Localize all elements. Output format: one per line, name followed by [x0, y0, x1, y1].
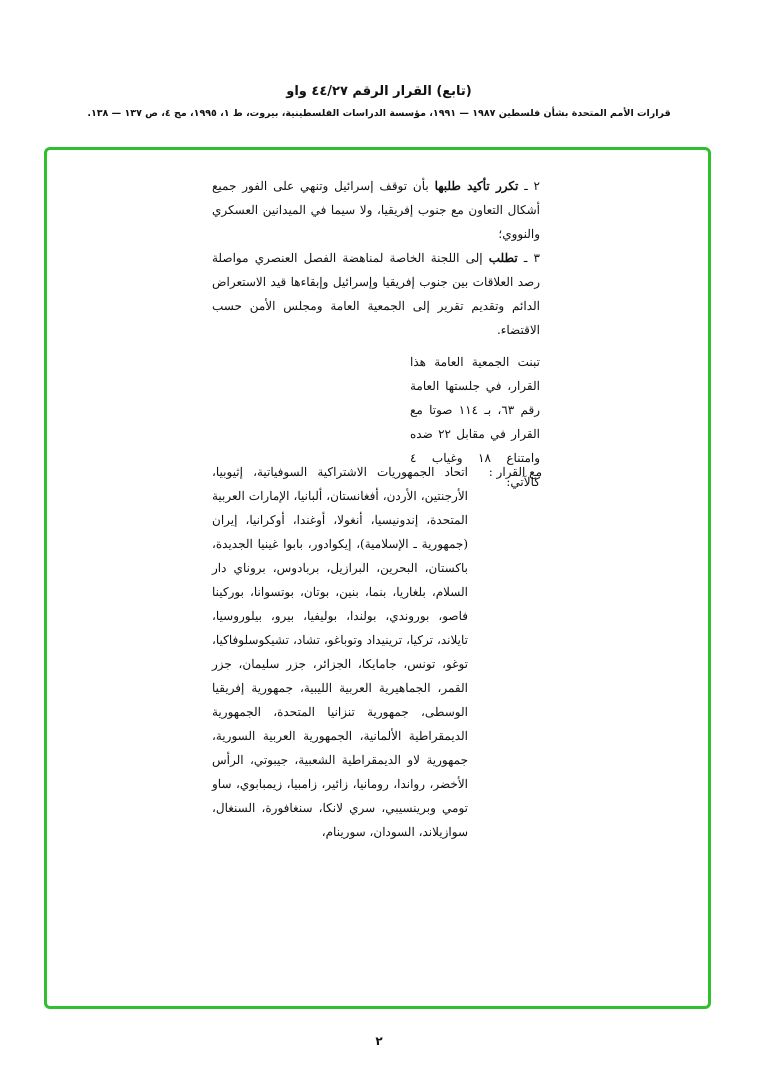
in-favour-label: مع القرار : [488, 465, 542, 479]
paragraph-3-number: ٣ ـ [523, 251, 540, 265]
resolution-text [212, 174, 540, 494]
paragraph-2-number: ٢ ـ [524, 179, 540, 193]
paragraph-3-text: إلى اللجنة الخاصة لمناهضة الفصل العنصري مواصلة رصد العلاقات بين جنوب إفريقيا وإسرائيل وإبقاءها قيد الاستعراض الدائم وتقديم تقرير إلى الجمعية العامة ومجلس الأمن حسب الاقتضاء. [212, 251, 540, 337]
paragraph-2-verb: تكرر تأكيد طلبها [434, 179, 519, 193]
paragraph-2 [212, 174, 540, 246]
in-favour-country-list: اتحاد الجمهوريات الاشتراكية السوفياتية، إثيوبيا، الأرجنتين، الأردن، أفغانستان، ألبانيا، الإمارات العربية المتحدة، إندونيسيا، أنغولا، أوغندا، أوكرانيا، إيران (جمهورية ـ الإسلامية)، إيكوادور، بابوا غينيا الجديدة، باكستان، البحرين، البرازيل، بربادوس، بروناي دار السلام، بلغاريا، بنما، بنين، بوتان، بوتسوانا، بوركينا فاصو، بوروندي، بولندا، بوليفيا، بيرو، بيلوروسيا، تايلاند، تركيا، ترينيداد وتوباغو، تشاد، تشيكوسلوفاكيا، توغو، تونس، جامايكا، الجزائر، جزر سليمان، جزر القمر، الجماهيرية العربية الليبية، جمهورية إفريقيا الوسطى، جمهورية تنزانيا المتحدة، الجمهورية الديمقراطية الألمانية، الجمهورية العربية السورية، جمهورية لاو الديمقراطية الشعبية، جيبوتي، الرأس الأخضر، رواندا، رومانيا، زائير، زامبيا، زيمبابوي، ساو تومي وبرينسيبي، سري لانكا، سنغافورة، السنغال، سوازيلاند، السودان، سورينام، [212, 465, 468, 839]
source-citation: قرارات الأمم المتحدة بشأن فلسطين ١٩٨٧ — ١٩٩١، مؤسسة الدراسات الفلسطينية، بيروت، ط ١، ١٩٩٥، مج ٤، ص ١٣٧ — ١٣٨. [87, 108, 671, 119]
page-title: (تابع) القرار الرقم ٤٤/٢٧ واو [286, 84, 472, 99]
paragraph-3-verb: تطلب [488, 251, 518, 265]
page-number: ٢ [375, 1034, 383, 1048]
adoption-statement: تبنت الجمعية العامة هذا القرار، في جلستها العامة رقم ٦٣، بـ ١١٤ صوتا مع القرار في مقابل ٢٢ ضده وامتناع ١٨ وغياب ٤ كالآتي: [410, 355, 541, 489]
paragraph-2-text: بأن توقف إسرائيل وتنهي على الفور جميع أشكال التعاون مع جنوب إفريقيا، ولا سيما في الميدانين العسكري والنووي؛ [212, 179, 540, 241]
paragraph-3 [212, 246, 540, 342]
